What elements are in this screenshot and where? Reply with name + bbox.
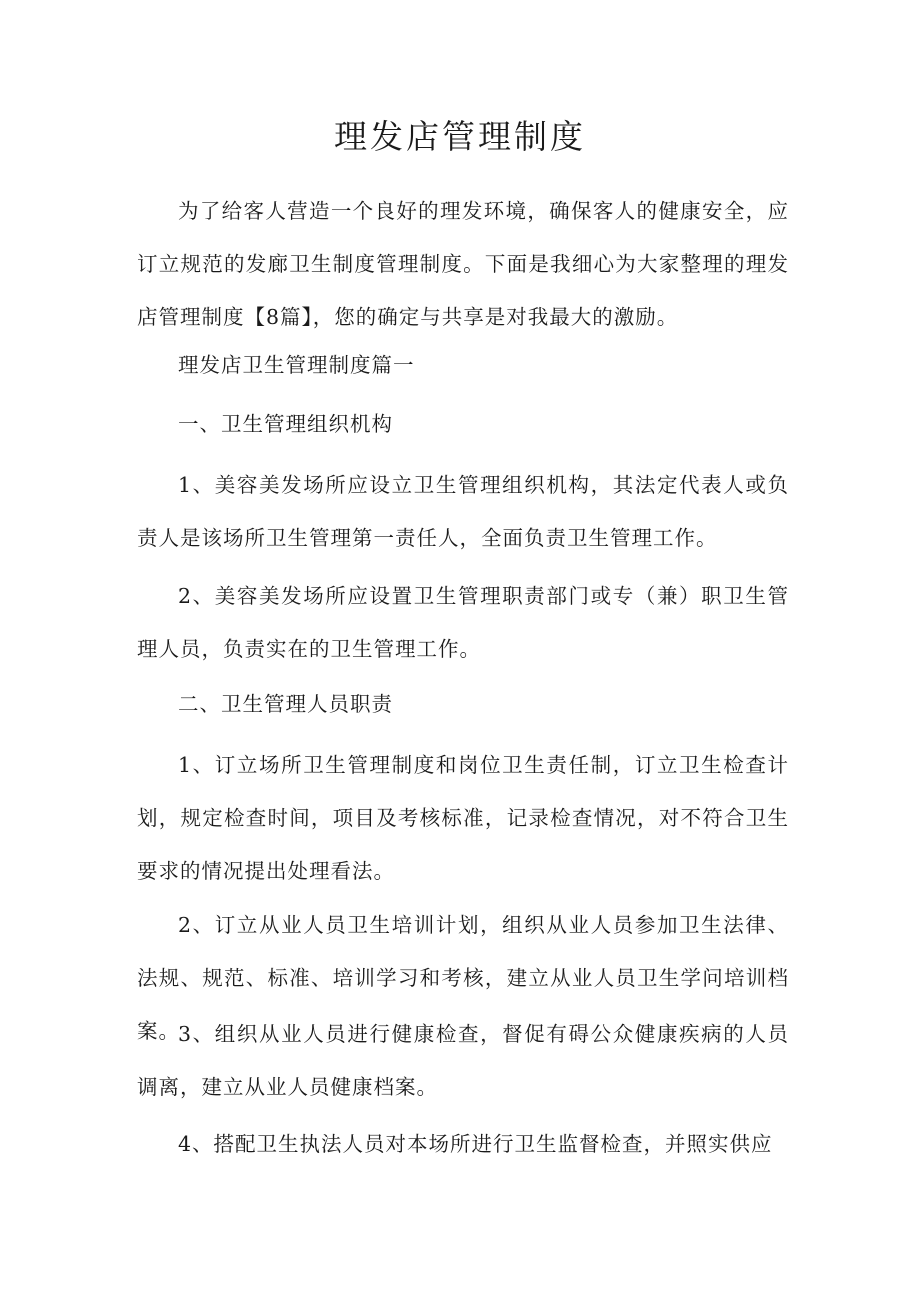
part2-heading: 二、卫生管理人员职责 xyxy=(178,692,393,716)
part2-item-3: 3、组织从业人员进行健康检查，督促有碍公众健康疾病的人员调离，建立从业人员健康档案。 xyxy=(137,1022,789,1099)
part1-heading: 一、卫生管理组织机构 xyxy=(178,412,393,436)
intro-paragraph: 为了给客人营造一个良好的理发环境，确保客人的健康安全，应订立规范的发廊卫生制度管理制度。下面是我细心为大家整理的理发店管理制度【8篇】，您的确定与共享是对我最大的激励。 xyxy=(137,199,789,329)
part1-item-1: 1、美容美发场所应设立卫生管理组织机构，其法定代表人或负责人是该场所卫生管理第一责任人，全面负责卫生管理工作。 xyxy=(137,473,789,550)
part1-item-2: 2、美容美发场所应设置卫生管理职责部门或专（兼）职卫生管理人员，负责实在的卫生管理工作。 xyxy=(137,584,789,661)
document-title: 理发店管理制度 xyxy=(334,117,586,156)
part2-item-1: 1、订立场所卫生管理制度和岗位卫生责任制，订立卫生检查计划，规定检查时间，项目及考核标准，记录检查情况，对不符合卫生要求的情况提出处理看法。 xyxy=(137,753,789,883)
part2-item-2: 2、订立从业人员卫生培训计划，组织从业人员参加卫生法律、法规、规范、标准、培训学习和考核，建立从业人员卫生学问培训档案。 xyxy=(137,913,789,1043)
section-title: 理发店卫生管理制度篇一 xyxy=(178,353,415,377)
part2-item-4: 4、搭配卫生执法人员对本场所进行卫生监督检查，并照实供应 xyxy=(178,1132,773,1156)
